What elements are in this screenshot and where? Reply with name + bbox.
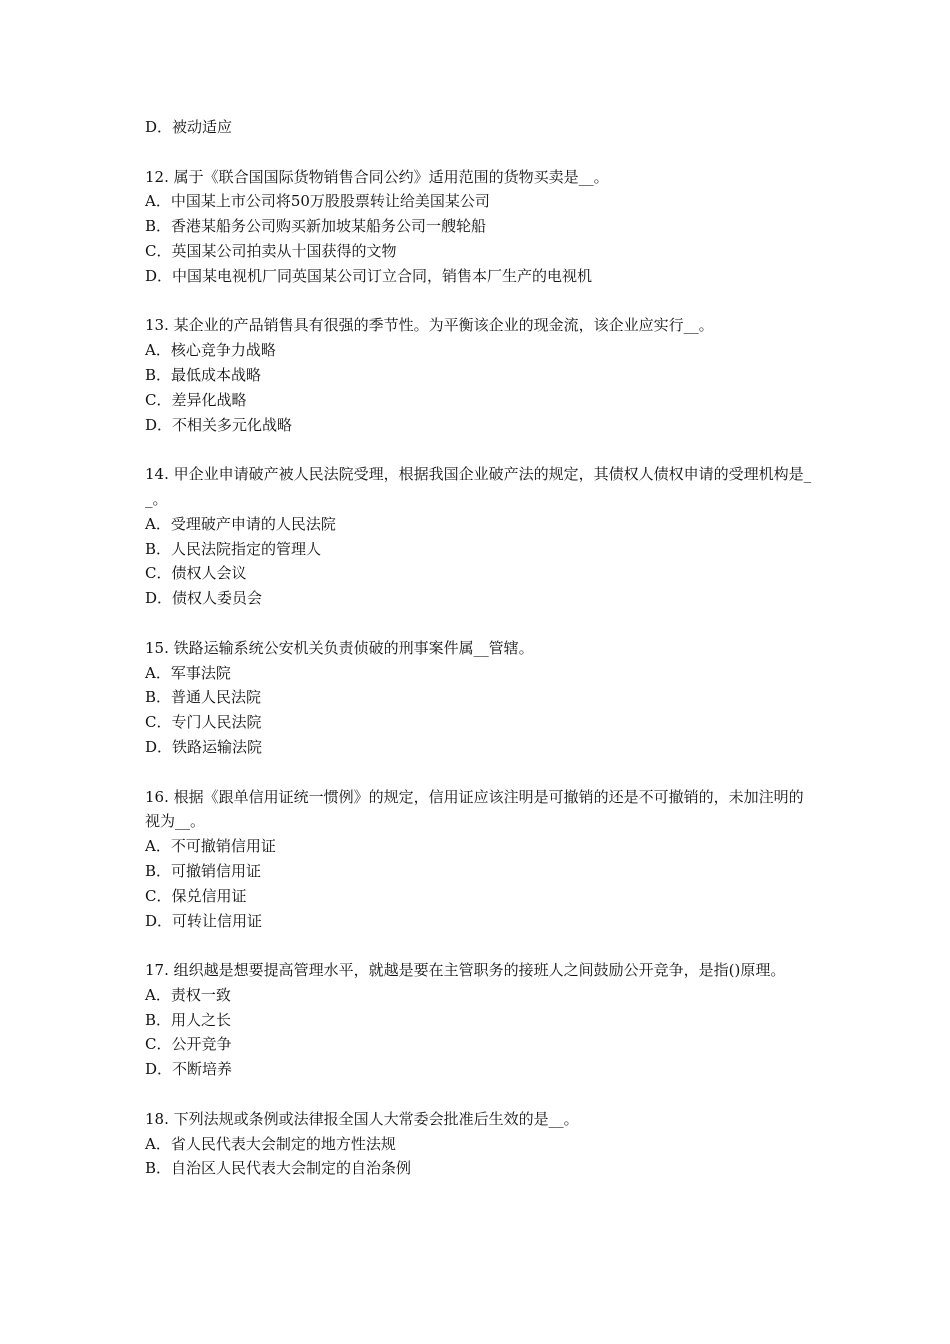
option-c: C．保兑信用证 <box>145 886 247 905</box>
question-stem: 12. 属于《联合国国际货物销售合同公约》适用范围的货物买卖是__。 <box>145 167 609 186</box>
option-a: A．军事法院 <box>145 663 231 682</box>
option-d: D．不断培养 <box>145 1060 233 1079</box>
question-stem: 18. 下列法规或条例或法律报全国人大常委会批准后生效的是__。 <box>145 1109 579 1128</box>
spacer <box>145 289 815 314</box>
option-d: D．债权人委员会 <box>145 589 263 608</box>
question-13 <box>145 313 815 437</box>
option-b: B．可撤销信用证 <box>145 861 262 880</box>
document-page <box>145 115 815 1181</box>
option-a: A．不可撤销信用证 <box>145 837 276 856</box>
option-c: C．专门人民法院 <box>145 713 262 732</box>
question-14 <box>145 462 815 611</box>
question-15 <box>145 636 815 760</box>
option-c: C．英国某公司拍卖从十国获得的文物 <box>145 241 397 260</box>
option-b: B．普通人民法院 <box>145 688 262 707</box>
option-c: C．差异化战略 <box>145 390 247 409</box>
question-stem: 17. 组织越是想要提高管理水平，就越是要在主管职务的接班人之间鼓励公开竞争，是指()原理。 <box>145 961 786 980</box>
option-a: A．省人民代表大会制定的地方性法规 <box>145 1134 396 1153</box>
option-d: D．中国某电视机厂同英国某公司订立合同，销售本厂生产的电视机 <box>145 266 593 285</box>
spacer <box>145 933 815 958</box>
spacer <box>145 1082 815 1107</box>
option-a: A．受理破产申请的人民法院 <box>145 514 336 533</box>
option-b: B．最低成本战略 <box>145 365 262 384</box>
question-18 <box>145 1107 815 1181</box>
question-17 <box>145 958 815 1082</box>
option-b: B．用人之长 <box>145 1010 232 1029</box>
option-b: B．人民法院指定的管理人 <box>145 539 322 558</box>
question-16 <box>145 785 815 934</box>
question-12 <box>145 165 815 289</box>
option-a: A．中国某上市公司将50万股股票转让给美国某公司 <box>145 192 490 211</box>
question-stem: 16. 根据《跟单信用证统一惯例》的规定，信用证应该注明是可撤销的还是不可撤销的，未加注明的视为__。 <box>145 787 804 831</box>
option-d: D．铁路运输法院 <box>145 737 263 756</box>
option-a: A．责权一致 <box>145 985 231 1004</box>
option-b: B．香港某船务公司购买新加坡某船务公司一艘轮船 <box>145 217 487 236</box>
spacer <box>145 760 815 785</box>
question-stem: 14. 甲企业申请破产被人民法院受理，根据我国企业破产法的规定，其债权人债权申请的受理机构是__。 <box>145 465 812 508</box>
option-d: D．可转让信用证 <box>145 911 263 930</box>
spacer <box>145 140 815 165</box>
leading-option: D．被动适应 <box>145 118 233 136</box>
question-stem: 15. 铁路运输系统公安机关负责侦破的刑事案件属__管辖。 <box>145 638 534 657</box>
option-b: B．自治区人民代表大会制定的自治条例 <box>145 1159 412 1178</box>
option-d: D．不相关多元化战略 <box>145 415 293 434</box>
spacer <box>145 611 815 636</box>
spacer <box>145 437 815 462</box>
option-c: C．债权人会议 <box>145 564 247 583</box>
option-c: C．公开竞争 <box>145 1035 232 1054</box>
question-stem: 13. 某企业的产品销售具有很强的季节性。为平衡该企业的现金流，该企业应实行__。 <box>145 316 714 335</box>
option-a: A．核心竞争力战略 <box>145 341 276 360</box>
